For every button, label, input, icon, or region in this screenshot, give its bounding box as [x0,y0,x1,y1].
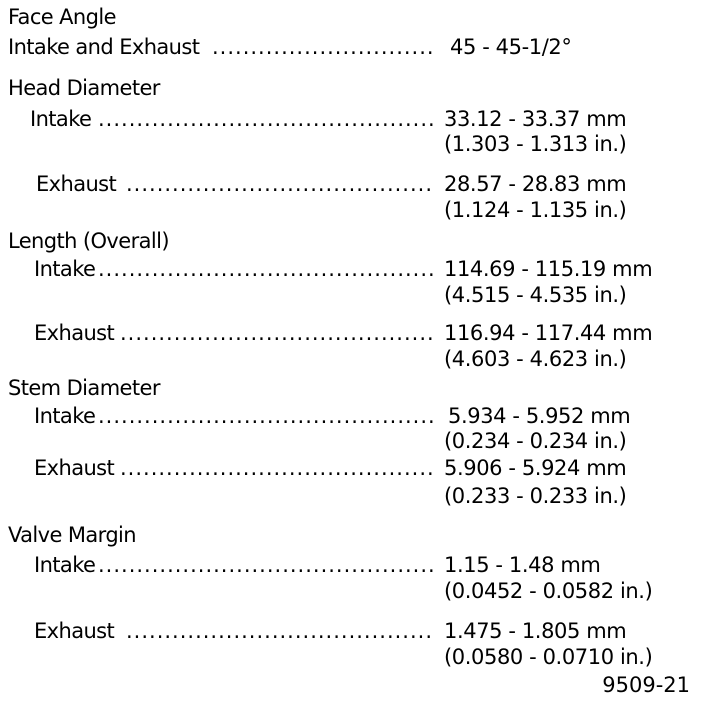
length-overall-intake-label: Intake [34,257,96,281]
valve-margin-intake-mm: 1.15 - 1.48 mm [444,553,601,577]
valve-margin-heading: Valve Margin [8,523,136,547]
head-diameter-exhaust-in: (1.124 - 1.135 in.) [444,198,627,222]
stem-diameter-intake-mm: 5.934 - 5.952 mm [448,404,631,428]
stem-diameter-intake-label: Intake [34,404,96,428]
face-angle-heading: Face Angle [8,5,116,29]
stem-diameter-exhaust-leader-dots [120,455,434,481]
valve-margin-exhaust-label: Exhaust [34,619,115,643]
length-overall-heading: Length (Overall) [8,229,169,253]
length-overall-exhaust-label: Exhaust [34,321,115,345]
valve-margin-intake-label: Intake [34,553,96,577]
head-diameter-exhaust-mm: 28.57 - 28.83 mm [444,172,627,196]
face-angle-value: 45 - 45-1/2° [450,35,572,59]
stem-diameter-exhaust-in: (0.233 - 0.233 in.) [444,484,627,508]
head-diameter-intake-leader-dots [98,106,434,132]
figure-number: 9509-21 [602,673,690,697]
stem-diameter-exhaust-mm: 5.906 - 5.924 mm [444,456,627,480]
valve-margin-intake-leader-dots [98,552,434,578]
length-overall-exhaust-in: (4.603 - 4.623 in.) [444,347,627,371]
stem-diameter-intake-in: (0.234 - 0.234 in.) [444,429,627,453]
head-diameter-intake-mm: 33.12 - 33.37 mm [444,107,627,131]
valve-margin-exhaust-mm: 1.475 - 1.805 mm [444,619,627,643]
head-diameter-exhaust-leader-dots [126,171,434,197]
length-overall-intake-leader-dots [98,256,434,282]
length-overall-intake-mm: 114.69 - 115.19 mm [444,257,653,281]
length-overall-exhaust-leader-dots [120,320,434,346]
face-angle-label: Intake and Exhaust [8,35,200,59]
face-angle-leader-dots [212,34,434,60]
head-diameter-intake-label: Intake [30,107,92,131]
length-overall-intake-in: (4.515 - 4.535 in.) [444,283,627,307]
valve-margin-exhaust-leader-dots [126,618,434,644]
stem-diameter-exhaust-label: Exhaust [34,456,115,480]
valve-margin-exhaust-in: (0.0580 - 0.0710 in.) [444,645,653,669]
stem-diameter-heading: Stem Diameter [8,376,160,400]
length-overall-exhaust-mm: 116.94 - 117.44 mm [444,321,653,345]
valve-margin-intake-in: (0.0452 - 0.0582 in.) [444,579,653,603]
head-diameter-exhaust-label: Exhaust [36,172,117,196]
head-diameter-heading: Head Diameter [8,76,160,100]
stem-diameter-intake-leader-dots [98,403,434,429]
head-diameter-intake-in: (1.303 - 1.313 in.) [444,132,627,156]
